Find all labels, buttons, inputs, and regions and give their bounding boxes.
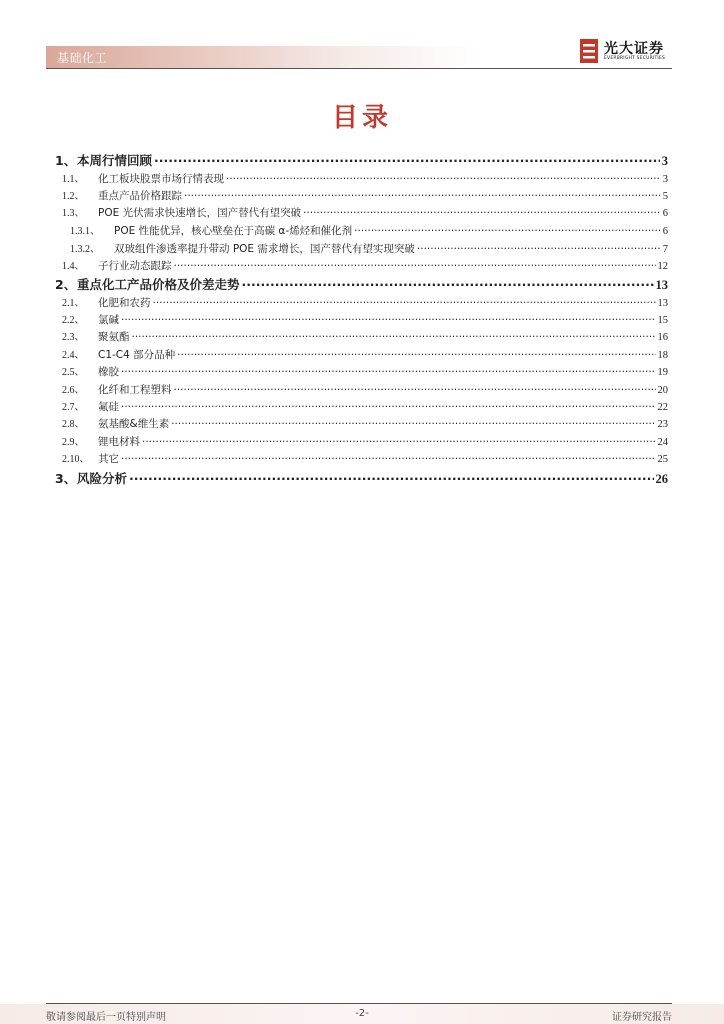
- toc-leader-dots: [184, 189, 661, 199]
- toc-entry-title: 化肥和农药: [98, 297, 151, 309]
- toc-entry-page: 19: [657, 367, 668, 378]
- toc-entry[interactable]: [62, 204, 668, 220]
- toc-entry[interactable]: [62, 450, 668, 466]
- toc-leader-dots: [132, 330, 656, 340]
- toc-entry-title: 氨基酸&维生素: [98, 418, 170, 430]
- toc-entry-title: 氟硅: [98, 401, 119, 413]
- toc-entry[interactable]: [62, 294, 668, 310]
- toc-entry-number: 1.2、: [62, 191, 85, 202]
- toc-entry[interactable]: [62, 328, 668, 344]
- toc-entry-number: 1.3.2、: [70, 244, 100, 255]
- toc-entry-number: 2.5、: [62, 367, 85, 378]
- section-label: 基础化工: [57, 51, 108, 65]
- toc-entry-page: 15: [657, 315, 668, 326]
- toc-entry[interactable]: [62, 415, 668, 431]
- toc-entry-page: 25: [657, 454, 668, 465]
- toc-entry-number: 1.3.1、: [70, 226, 100, 237]
- toc-entry[interactable]: [62, 398, 668, 414]
- toc-entry-page: 18: [657, 350, 668, 361]
- toc-entry[interactable]: [70, 222, 668, 238]
- toc-entry[interactable]: [62, 257, 668, 273]
- toc-leader-dots: [174, 383, 656, 393]
- toc-leader-dots: [153, 296, 656, 306]
- toc-entry-title: 氯碱: [98, 314, 119, 326]
- toc-entry-page: 5: [662, 191, 668, 202]
- toc-entry-number: 2.4、: [62, 350, 85, 361]
- brand-logo: [580, 39, 672, 65]
- toc-entry-page: 26: [655, 472, 668, 486]
- toc-entry-page: 3: [662, 174, 668, 185]
- toc-entry-page: 24: [657, 437, 668, 448]
- brand-mark-icon: [580, 39, 598, 63]
- toc-entry-page: 3: [661, 154, 668, 168]
- toc-leader-dots: [121, 400, 656, 410]
- toc-entry-number: 2.1、: [62, 298, 85, 309]
- disclaimer-note: 敬请参阅最后一页特别声明: [46, 1012, 166, 1023]
- toc-leader-dots: [303, 206, 661, 216]
- toc-entry-number: 1.4、: [62, 261, 85, 272]
- page-title: 目录: [331, 103, 392, 133]
- header-band: [46, 46, 476, 68]
- toc-entry[interactable]: [62, 170, 668, 186]
- toc-entry-title: POE 光伏需求快速增长，国产替代有望突破: [98, 207, 302, 219]
- toc-entry-page: 13: [655, 278, 668, 292]
- toc-entry-number: 1.3、: [62, 208, 85, 219]
- toc-entry-title: 子行业动态跟踪: [98, 260, 172, 272]
- toc-entry-page: 13: [657, 298, 668, 309]
- toc-leader-dots: [154, 155, 660, 165]
- toc-entry-page: 12: [657, 261, 668, 272]
- toc-entry-number: 1、: [55, 153, 77, 168]
- toc-entry-title: 聚氨酯: [98, 331, 130, 343]
- toc-entry-number: 2.3、: [62, 332, 85, 343]
- header-divider: [46, 68, 672, 69]
- toc-entry-number: 2.8、: [62, 419, 85, 430]
- toc-entry-title: 风险分析: [77, 471, 128, 486]
- toc-entry-number: 2.6、: [62, 385, 85, 396]
- toc-entry-title: 重点产品价格跟踪: [98, 190, 182, 202]
- toc-leader-dots: [354, 224, 661, 234]
- toc-entry-page: 6: [662, 226, 668, 237]
- toc-entry-number: 2.10、: [62, 454, 90, 465]
- toc-entry-page: 23: [657, 419, 668, 430]
- toc-entry[interactable]: [62, 381, 668, 397]
- toc-entry[interactable]: [55, 275, 668, 293]
- toc-entry-title: POE 性能优异，核心壁垒在于高碳 α-烯烃和催化剂: [114, 225, 353, 237]
- toc-entry-number: 3、: [55, 471, 77, 486]
- toc-entry-number: 2.7、: [62, 402, 85, 413]
- toc-leader-dots: [242, 279, 654, 289]
- toc-entry-title: 锂电材料: [98, 436, 140, 448]
- toc-entry[interactable]: [55, 151, 668, 169]
- toc-entry-title: 橡胶: [98, 366, 119, 378]
- toc-entry-title: 重点化工产品价格及价差走势: [77, 277, 240, 292]
- brand-name-en: EVERBRIGHT SECURITIES: [604, 56, 666, 61]
- toc-entry[interactable]: [62, 346, 668, 362]
- toc-entry-title: 化工板块股票市场行情表现: [98, 173, 224, 185]
- toc-entry-number: 2.9、: [62, 437, 85, 448]
- toc-leader-dots: [121, 452, 656, 462]
- report-type: 证券研究报告: [612, 1012, 672, 1023]
- toc-entry-page: 6: [662, 208, 668, 219]
- toc-entry-page: 7: [662, 244, 668, 255]
- toc-leader-dots: [121, 365, 656, 375]
- toc-leader-dots: [174, 259, 656, 269]
- toc-entry-title: 本周行情回顾: [77, 153, 153, 168]
- toc-leader-dots: [142, 435, 656, 445]
- toc-leader-dots: [171, 417, 655, 427]
- toc-entry-number: 1.1、: [62, 174, 85, 185]
- toc-leader-dots: [121, 313, 656, 323]
- toc-entry[interactable]: [62, 187, 668, 203]
- toc-entry-page: 16: [657, 332, 668, 343]
- toc-leader-dots: [129, 473, 653, 483]
- toc-entry[interactable]: [55, 469, 668, 487]
- toc-entry-title: 双玻组件渗透率提升带动 POE 需求增长，国产替代有望实现突破: [114, 243, 415, 255]
- brand-name-cn: 光大证券: [604, 41, 664, 57]
- toc-leader-dots: [417, 242, 661, 252]
- toc-leader-dots: [177, 348, 655, 358]
- toc-entry-page: 22: [657, 402, 668, 413]
- toc-entry-title: 化纤和工程塑料: [98, 384, 172, 396]
- toc-entry-title: 其它: [98, 453, 119, 465]
- toc-entry[interactable]: [62, 311, 668, 327]
- toc-entry[interactable]: [62, 363, 668, 379]
- toc-entry-number: 2、: [55, 277, 77, 292]
- toc-entry-page: 20: [657, 385, 668, 396]
- toc-entry[interactable]: [70, 240, 668, 256]
- page-number: -2-: [355, 1008, 369, 1019]
- toc-leader-dots: [226, 172, 661, 182]
- toc-entry[interactable]: [62, 433, 668, 449]
- toc-entry-number: 2.2、: [62, 315, 85, 326]
- toc-entry-title: C1-C4 部分品种: [98, 349, 176, 361]
